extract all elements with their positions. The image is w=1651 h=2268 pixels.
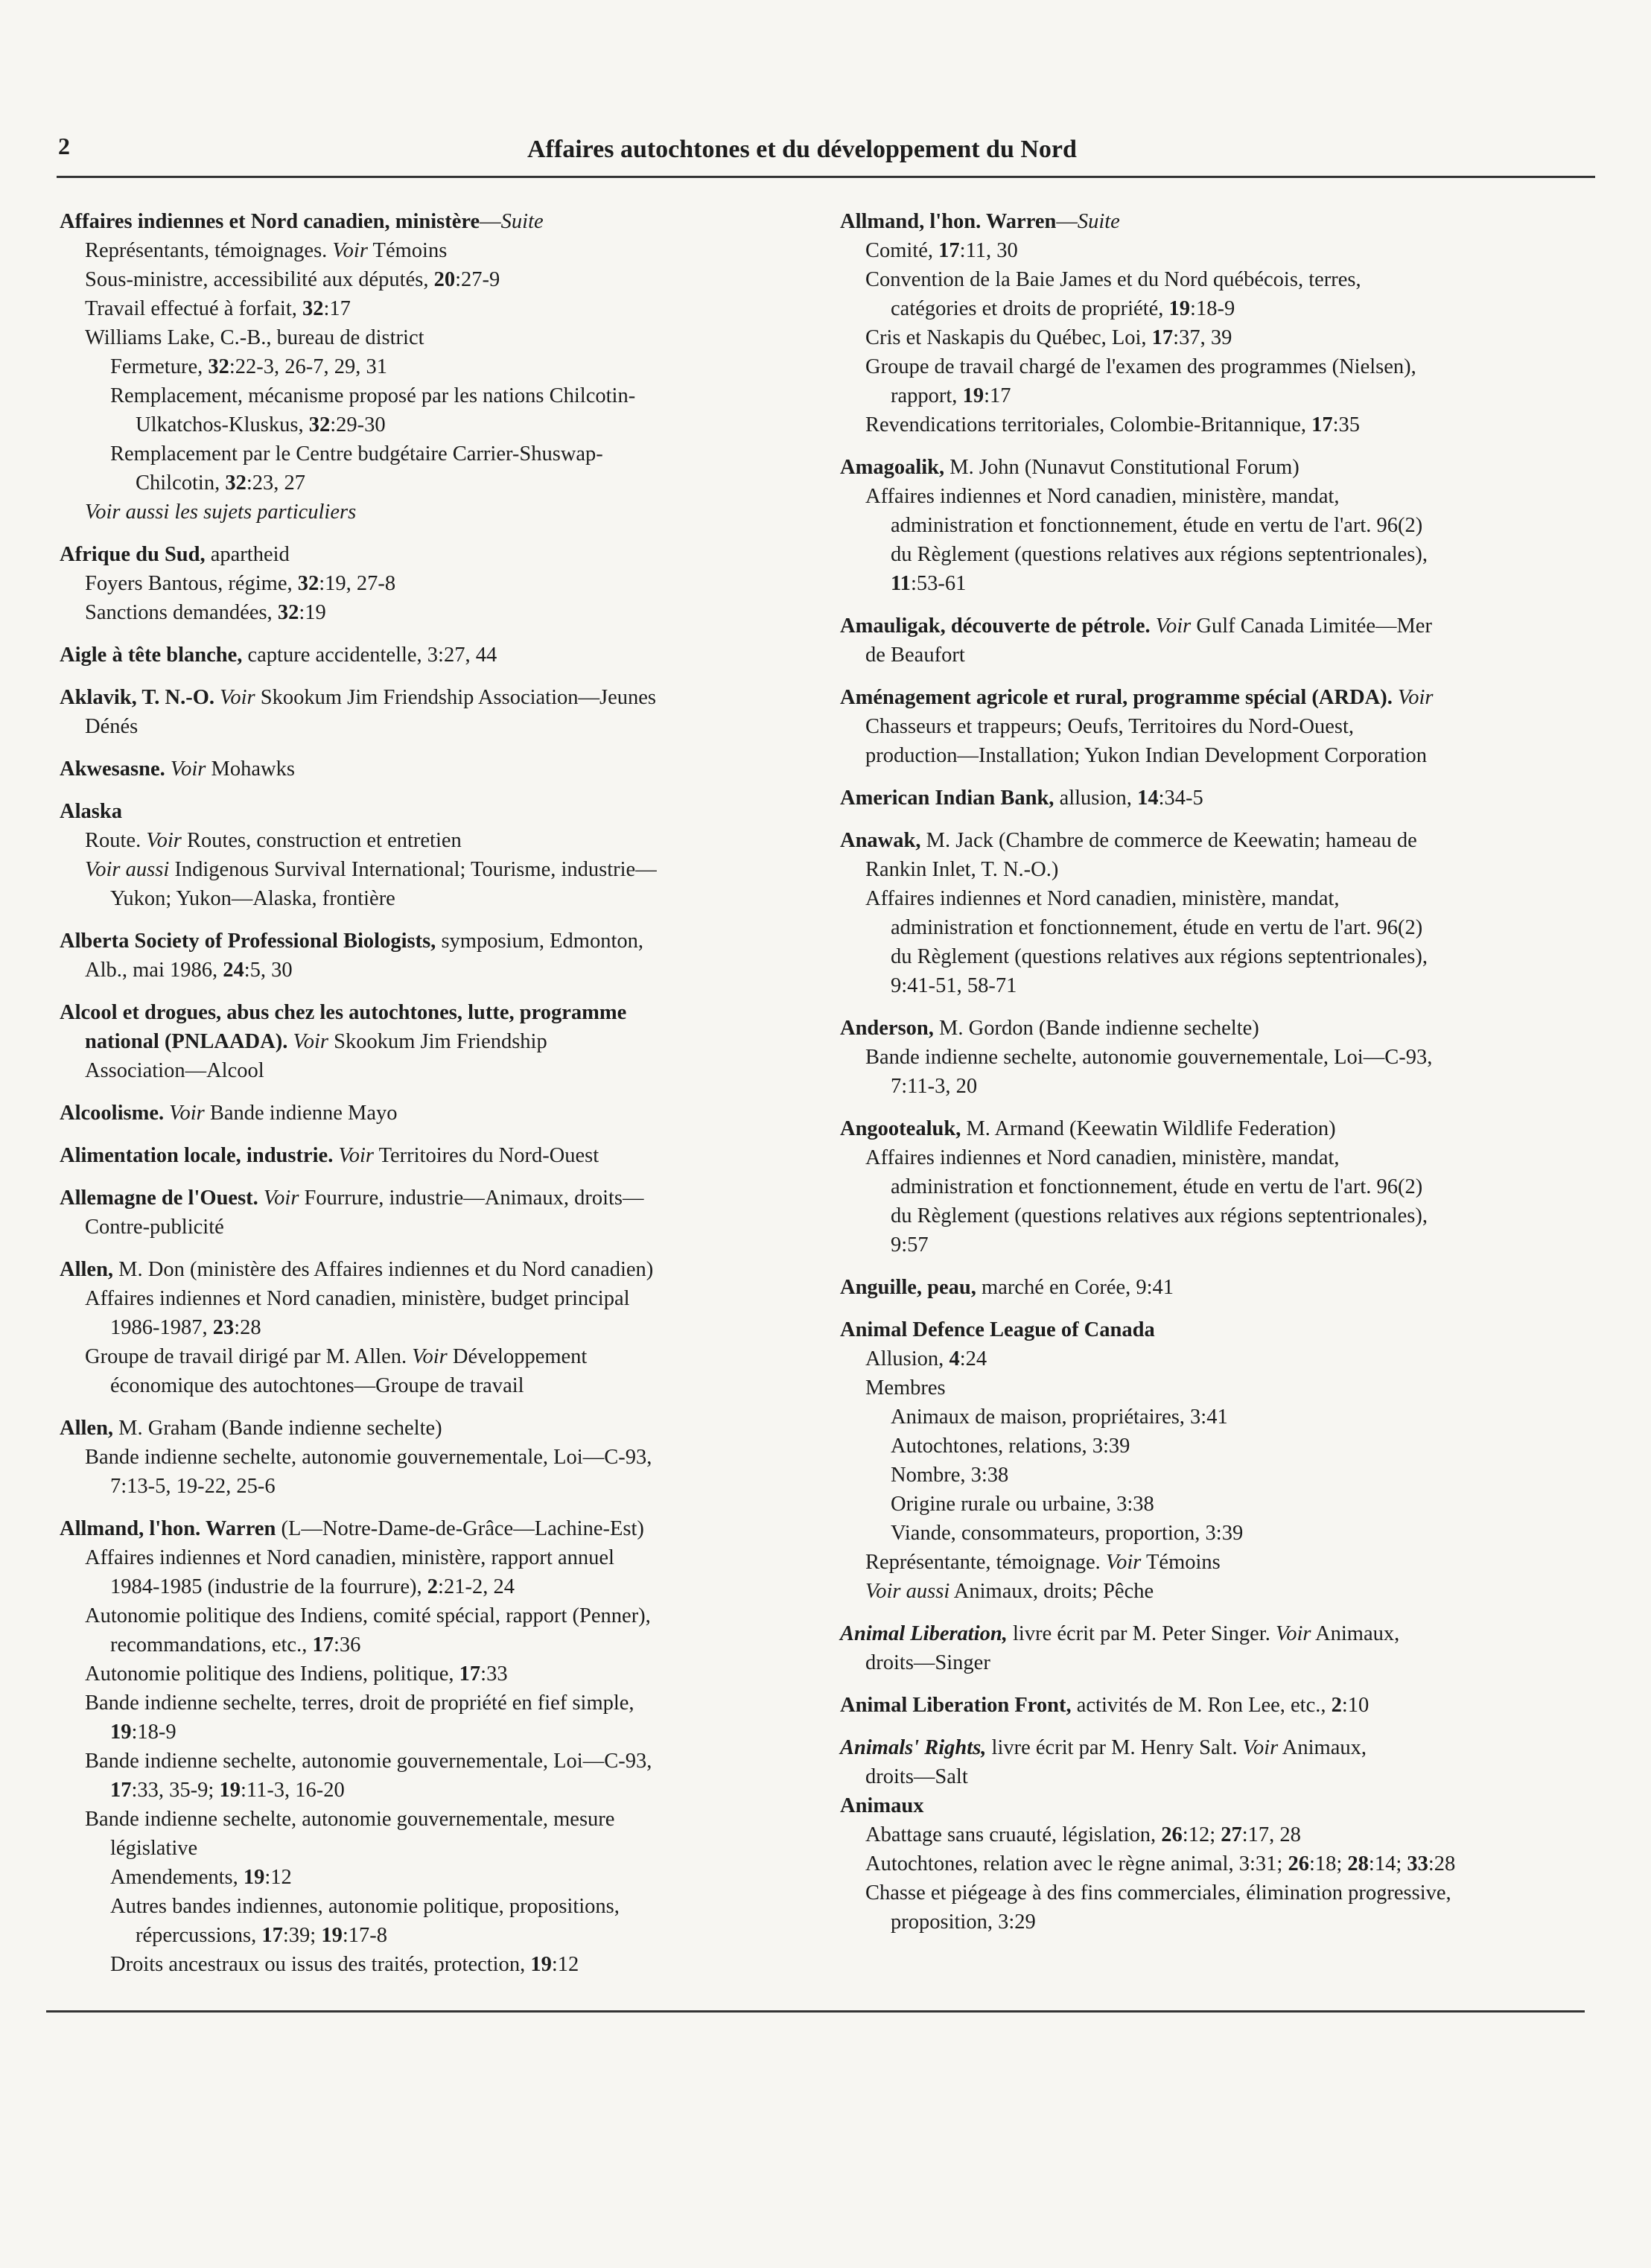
entry-subline: Bande indienne sechelte, autonomie gouvernementale, Loi—C-93,	[85, 1446, 652, 1469]
entry-subline: Autres bandes indiennes, autonomie politique, propositions,	[110, 1895, 620, 1918]
entry-subline: Autochtones, relation avec le règne animal, 3:31; 26:18; 28:14; 33:28	[865, 1852, 1456, 1875]
entry-subline: 1984-1985 (industrie de la fourrure), 2:21-2, 24	[110, 1575, 515, 1598]
index-entry	[840, 1691, 1592, 1720]
entry-subline: Cris et Naskapis du Québec, Loi, 17:37, 39	[865, 326, 1232, 349]
entry-heading: Alimentation locale, industrie. Voir Territoires du Nord-Ouest	[60, 1144, 599, 1167]
index-entry	[840, 683, 1592, 770]
entry-subline: production—Installation; Yukon Indian Development Corporation	[865, 744, 1428, 767]
entry-heading: Animaux	[840, 1794, 924, 1817]
entry-subline: 9:41-51, 58-71	[891, 974, 1017, 997]
entry-subline: Origine rurale ou urbaine, 3:38	[891, 1493, 1154, 1516]
entry-subline: administration et fonctionnement, étude en vertu de l'art. 96(2)	[891, 1175, 1423, 1198]
entry-subline: législative	[110, 1837, 198, 1860]
index-entry	[60, 1414, 819, 1501]
entry-heading: Aklavik, T. N.-O. Voir Skookum Jim Friendship Association—Jeunes	[60, 686, 656, 709]
entry-subline: proposition, 3:29	[891, 1910, 1036, 1934]
entry-subline: 17:33, 35-9; 19:11-3, 16-20	[110, 1779, 345, 1802]
entry-subline: de Beaufort	[865, 644, 965, 667]
entry-heading: Alberta Society of Professional Biologists, symposium, Edmonton,	[60, 930, 643, 953]
entry-heading: Alaska	[60, 800, 122, 823]
entry-subline: droits—Salt	[865, 1765, 968, 1788]
entry-heading: Animal Liberation, livre écrit par M. Peter Singer. Voir Animaux,	[840, 1622, 1400, 1645]
entry-subline: Bande indienne sechelte, terres, droit de propriété en fief simple,	[85, 1692, 634, 1715]
entry-subline: Abattage sans cruauté, législation, 26:12; 27:17, 28	[865, 1823, 1301, 1846]
entry-subline: Alb., mai 1986, 24:5, 30	[85, 959, 293, 982]
entry-subline: Ulkatchos-Kluskus, 32:29-30	[136, 413, 386, 436]
entry-subline: Autonomie politique des Indiens, politique, 17:33	[85, 1662, 508, 1686]
index-entry	[840, 1315, 1592, 1606]
entry-subline: administration et fonctionnement, étude en vertu de l'art. 96(2)	[891, 514, 1423, 537]
entry-subline: Membres	[865, 1376, 946, 1400]
entry-heading: Anguille, peau, marché en Corée, 9:41	[840, 1276, 1174, 1299]
index-entry	[60, 641, 819, 670]
footer-rule	[46, 2010, 1585, 2013]
index-column-right	[840, 207, 1592, 1950]
entry-subline: 11:53-61	[891, 572, 967, 595]
index-entry	[60, 1141, 819, 1170]
index-entry	[840, 453, 1592, 598]
entry-subline: Affaires indiennes et Nord canadien, ministère, mandat,	[865, 485, 1340, 508]
index-entry	[840, 784, 1592, 813]
entry-subline: Remplacement par le Centre budgétaire Carrier-Shuswap-	[110, 442, 603, 466]
entry-subline: Animaux de maison, propriétaires, 3:41	[891, 1405, 1228, 1429]
entry-subline: Fermeture, 32:22-3, 26-7, 29, 31	[110, 355, 388, 378]
entry-subline: droits—Singer	[865, 1651, 990, 1674]
index-column-left	[60, 207, 819, 1992]
entry-subline: Nombre, 3:38	[891, 1464, 1009, 1487]
entry-subline: Bande indienne sechelte, autonomie gouvernementale, Loi—C-93,	[85, 1750, 652, 1773]
index-entry	[60, 1514, 819, 1979]
entry-heading: Amauligak, découverte de pétrole. Voir Gulf Canada Limitée—Mer	[840, 614, 1432, 638]
entry-subline: Groupe de travail chargé de l'examen des programmes (Nielsen),	[865, 355, 1416, 378]
entry-heading: Akwesasne. Voir Mohawks	[60, 757, 295, 781]
entry-subline: Représentante, témoignage. Voir Témoins	[865, 1551, 1221, 1574]
entry-subline: Groupe de travail dirigé par M. Allen. Voir Développement	[85, 1345, 588, 1368]
entry-subline: Amendements, 19:12	[110, 1866, 292, 1889]
entry-subline: Bande indienne sechelte, autonomie gouvernementale, mesure	[85, 1808, 615, 1831]
entry-subline: Williams Lake, C.-B., bureau de district	[85, 326, 424, 349]
entry-subline: 7:13-5, 19-22, 25-6	[110, 1475, 276, 1498]
entry-subline: Autochtones, relations, 3:39	[891, 1435, 1130, 1458]
entry-heading: Allmand, l'hon. Warren (L—Notre-Dame-de-Grâce—Lachine-Est)	[60, 1517, 644, 1540]
entry-heading: Allen, M. Graham (Bande indienne sechelte)	[60, 1417, 442, 1440]
index-entry	[60, 1184, 819, 1242]
entry-heading: Aménagement agricole et rural, programme spécial (ARDA). Voir	[840, 686, 1434, 709]
entry-heading: Animals' Rights, livre écrit par M. Henry Salt. Voir Animaux,	[840, 1736, 1367, 1759]
entry-subline: Droits ancestraux ou issus des traités, protection, 19:12	[110, 1953, 579, 1976]
entry-heading: Alcool et drogues, abus chez les autochtones, lutte, programme	[60, 1001, 627, 1024]
index-entry	[60, 1255, 819, 1400]
entry-heading: American Indian Bank, allusion, 14:34-5	[840, 787, 1203, 810]
index-entry	[840, 612, 1592, 670]
entry-subline: Voir aussi les sujets particuliers	[85, 501, 357, 524]
header-rule	[57, 176, 1595, 178]
index-entry	[840, 1733, 1592, 1937]
entry-heading: Animal Defence League of Canada	[840, 1318, 1155, 1341]
entry-subline: recommandations, etc., 17:36	[110, 1633, 361, 1656]
entry-subline: catégories et droits de propriété, 19:18-9	[891, 297, 1235, 320]
entry-subline: Contre-publicité	[85, 1216, 224, 1239]
entry-subline: Chasse et piégeage à des fins commerciales, élimination progressive,	[865, 1881, 1451, 1905]
entry-subline: Chasseurs et trappeurs; Oeufs, Territoires du Nord-Ouest,	[865, 715, 1354, 738]
entry-heading: Affaires indiennes et Nord canadien, ministère—Suite	[60, 210, 544, 233]
entry-subline: Comité, 17:11, 30	[865, 239, 1018, 262]
entry-subline: Remplacement, mécanisme proposé par les nations Chilcotin-	[110, 384, 636, 407]
entry-heading: Angootealuk, M. Armand (Keewatin Wildlife Federation)	[840, 1117, 1336, 1140]
entry-subline: administration et fonctionnement, étude en vertu de l'art. 96(2)	[891, 916, 1423, 939]
entry-subline: 1986-1987, 23:28	[110, 1316, 261, 1339]
entry-subline: Voir aussi Animaux, droits; Pêche	[865, 1580, 1154, 1603]
entry-subline: national (PNLAADA). Voir Skookum Jim Friendship	[85, 1030, 547, 1053]
page-header	[58, 133, 1594, 171]
entry-subline: Association—Alcool	[85, 1059, 264, 1082]
entry-heading: Aigle à tête blanche, capture accidentelle, 3:27, 44	[60, 644, 497, 667]
entry-heading: Anderson, M. Gordon (Bande indienne sechelte)	[840, 1017, 1259, 1040]
entry-heading: Allen, M. Don (ministère des Affaires indiennes et du Nord canadien)	[60, 1258, 654, 1281]
entry-subline: Affaires indiennes et Nord canadien, ministère, budget principal	[85, 1287, 630, 1310]
index-entry	[840, 1014, 1592, 1101]
entry-heading: Amagoalik, M. John (Nunavut Constitutional Forum)	[840, 456, 1300, 479]
entry-subline: Sous-ministre, accessibilité aux députés, 20:27-9	[85, 268, 500, 291]
entry-subline: Route. Voir Routes, construction et entretien	[85, 829, 462, 852]
entry-heading: Allmand, l'hon. Warren—Suite	[840, 210, 1120, 233]
entry-heading: Alcoolisme. Voir Bande indienne Mayo	[60, 1102, 398, 1125]
index-entry	[60, 207, 819, 527]
entry-subline: économique des autochtones—Groupe de travail	[110, 1374, 524, 1397]
entry-subline: Sanctions demandées, 32:19	[85, 601, 326, 624]
entry-subline: Voir aussi Indigenous Survival International; Tourisme, industrie—	[85, 858, 657, 881]
entry-subline: Viande, consommateurs, proportion, 3:39	[891, 1522, 1244, 1545]
entry-subline: Dénés	[85, 715, 139, 738]
entry-subline: 19:18-9	[110, 1721, 176, 1744]
index-entry	[840, 1619, 1592, 1677]
entry-subline: Affaires indiennes et Nord canadien, ministère, mandat,	[865, 1146, 1340, 1169]
running-title: Affaires autochtones et du développement du Nord	[527, 136, 1077, 163]
page-number: 2	[58, 133, 70, 159]
index-entry	[840, 1273, 1592, 1302]
entry-subline: Convention de la Baie James et du Nord québécois, terres,	[865, 268, 1361, 291]
entry-subline: 7:11-3, 20	[891, 1075, 978, 1098]
index-entry	[840, 1114, 1592, 1260]
index-entry	[60, 998, 819, 1085]
index-entry	[840, 826, 1592, 1000]
entry-subline: du Règlement (questions relatives aux régions septentrionales),	[891, 543, 1428, 566]
entry-heading: Afrique du Sud, apartheid	[60, 543, 290, 566]
entry-subline: Bande indienne sechelte, autonomie gouvernementale, Loi—C-93,	[865, 1046, 1433, 1069]
entry-subline: Allusion, 4:24	[865, 1347, 987, 1370]
entry-subline: Foyers Bantous, régime, 32:19, 27-8	[85, 572, 396, 595]
index-entry	[60, 540, 819, 627]
index-entry	[60, 797, 819, 913]
entry-subline: Représentants, témoignages. Voir Témoins	[85, 239, 448, 262]
entry-subline: Yukon; Yukon—Alaska, frontière	[110, 887, 395, 910]
entry-subline: Travail effectué à forfait, 32:17	[85, 297, 351, 320]
index-entry	[840, 207, 1592, 439]
entry-subline: répercussions, 17:39; 19:17-8	[136, 1924, 388, 1947]
index-entry	[60, 755, 819, 784]
entry-subline: du Règlement (questions relatives aux régions septentrionales),	[891, 1204, 1428, 1227]
index-entry	[60, 683, 819, 741]
entry-subline: Revendications territoriales, Colombie-Britannique, 17:35	[865, 413, 1361, 436]
entry-subline: 9:57	[891, 1233, 929, 1257]
entry-subline: Affaires indiennes et Nord canadien, ministère, rapport annuel	[85, 1546, 614, 1569]
entry-subline: Autonomie politique des Indiens, comité spécial, rapport (Penner),	[85, 1604, 651, 1627]
index-entry	[60, 1099, 819, 1128]
entry-heading: Anawak, M. Jack (Chambre de commerce de Keewatin; hameau de	[840, 829, 1417, 852]
entry-subline: du Règlement (questions relatives aux régions septentrionales),	[891, 945, 1428, 968]
entry-heading: Allemagne de l'Ouest. Voir Fourrure, industrie—Animaux, droits—	[60, 1187, 644, 1210]
entry-subline: Affaires indiennes et Nord canadien, ministère, mandat,	[865, 887, 1340, 910]
entry-heading: Animal Liberation Front, activités de M. Ron Lee, etc., 2:10	[840, 1694, 1370, 1717]
entry-subline: rapport, 19:17	[891, 384, 1011, 407]
entry-subline: Rankin Inlet, T. N.-O.)	[865, 858, 1059, 881]
index-entry	[60, 927, 819, 985]
entry-subline: Chilcotin, 32:23, 27	[136, 471, 306, 495]
